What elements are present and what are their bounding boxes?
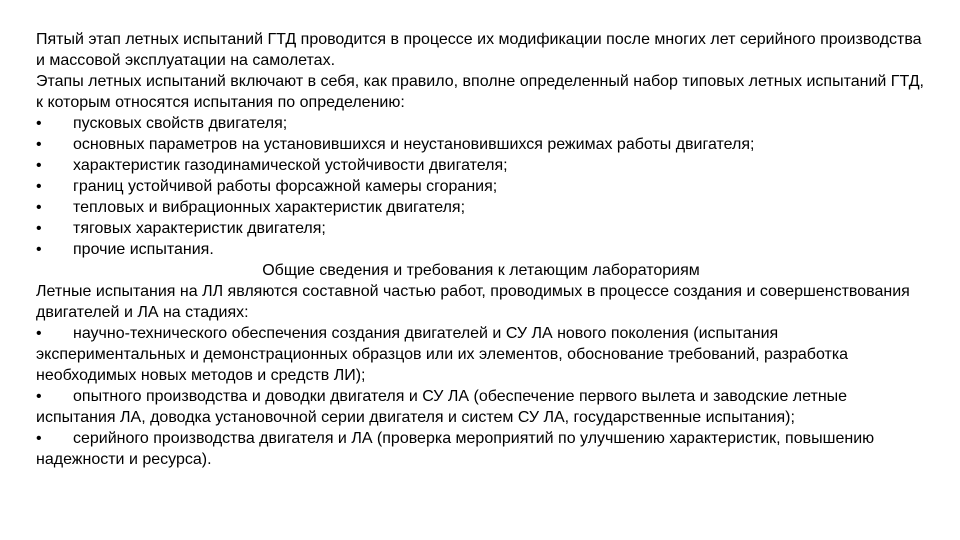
test-types-list [36, 113, 926, 260]
list-item [36, 428, 926, 470]
bullet-icon: • [36, 430, 42, 447]
bullet-icon: • [36, 157, 42, 174]
list-item [36, 386, 926, 428]
stages-list [36, 323, 926, 470]
list-item-text: тяговых характеристик двигателя; [73, 220, 326, 237]
bullet-icon: • [36, 220, 42, 237]
section-paragraph: Летные испытания на ЛЛ являются составной частью работ, проводимых в процессе создания и совершенствования двигателей и ЛА на стадиях: [36, 283, 910, 321]
list-item-text: серийного производства двигателя и ЛА (проверка мероприятий по улучшению характеристик, повышению надежности и ресурса). [36, 430, 875, 468]
list-item [36, 239, 926, 260]
bullet-icon: • [36, 178, 42, 195]
bullet-icon: • [36, 199, 42, 216]
list-item-text: научно-технического обеспечения создания двигателей и СУ ЛА нового поколения (испытания экспериментальных и демонстрационных образцов или их элементов, обоснование требований, разработка необходимых новых методов и средств ЛИ); [36, 325, 849, 384]
list-item [36, 218, 926, 239]
list-item [36, 197, 926, 218]
slide-text-body [36, 29, 926, 470]
list-item-text: основных параметров на установившихся и неустановившихся режимах работы двигателя; [73, 136, 755, 153]
list-item-text: опытного производства и доводки двигателя и СУ ЛА (обеспечение первого вылета и заводские летные испытания ЛА, доводка установочной серии двигателя и систем СУ ЛА, государственные испытания); [36, 388, 848, 426]
list-item [36, 134, 926, 155]
list-item-text: тепловых и вибрационных характеристик двигателя; [73, 199, 466, 216]
list-item [36, 155, 926, 176]
list-item [36, 176, 926, 197]
list-item-text: характеристик газодинамической устойчивости двигателя; [73, 157, 508, 174]
bullet-icon: • [36, 241, 42, 258]
list-item [36, 113, 926, 134]
list-item [36, 323, 926, 386]
list-item-text: пусковых свойств двигателя; [73, 115, 288, 132]
section-heading: Общие сведения и требования к летающим лабораториям [262, 262, 700, 279]
bullet-icon: • [36, 136, 42, 153]
intro-paragraph-1: Пятый этап летных испытаний ГТД проводится в процессе их модификации после многих лет серийного производства и массовой эксплуатации на самолетах. [36, 31, 922, 69]
bullet-icon: • [36, 115, 42, 132]
bullet-icon: • [36, 388, 42, 405]
list-item-text: прочие испытания. [73, 241, 214, 258]
intro-paragraph-2: Этапы летных испытаний включают в себя, как правило, вполне определенный набор типовых летных испытаний ГТД, к которым относятся испытания по определению: [36, 73, 924, 111]
bullet-icon: • [36, 325, 42, 342]
list-item-text: границ устойчивой работы форсажной камеры сгорания; [73, 178, 498, 195]
